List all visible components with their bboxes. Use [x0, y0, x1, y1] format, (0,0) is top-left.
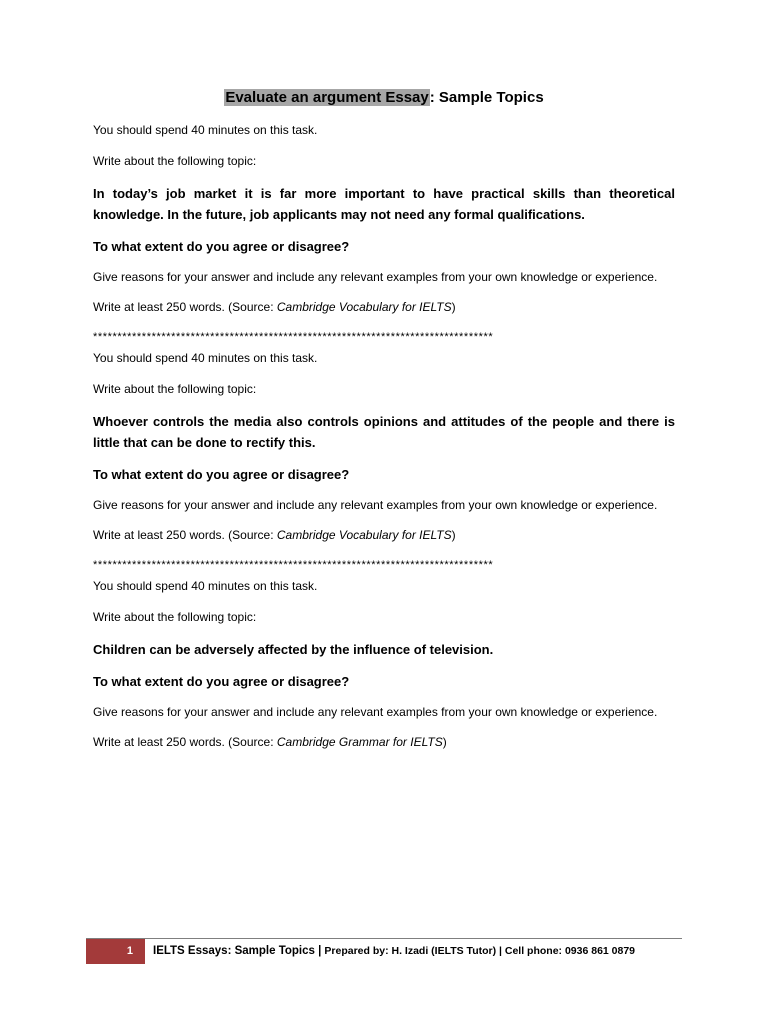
source-title: Cambridge Grammar for IELTS: [276, 735, 443, 749]
spend-time-instruction: You should spend 40 minutes on this task.: [93, 579, 318, 593]
give-reasons-instruction: Give reasons for your answer and include any relevant examples from your own knowledge or experience.: [93, 705, 658, 719]
essay-question: To what extent do you agree or disagree?: [93, 467, 350, 482]
topic-section-3: [93, 577, 675, 752]
footer-text: [153, 939, 635, 964]
spend-time-instruction: You should spend 40 minutes on this task.: [93, 123, 318, 137]
page-footer: [86, 938, 682, 964]
word-count-text: Write at least 250 words. (: [93, 735, 233, 749]
write-about-instruction: Write about the following topic:: [93, 382, 257, 396]
footer-prepared-by: Prepared by: H. Izadi (IELTS Tutor) | Cell phone: 0936 861 0879: [324, 945, 636, 957]
give-reasons-instruction: Give reasons for your answer and include any relevant examples from your own knowledge or experience.: [93, 498, 658, 512]
give-reasons-instruction: Give reasons for your answer and include any relevant examples from your own knowledge or experience.: [93, 270, 658, 284]
source-close: ): [442, 735, 447, 749]
source-label: Source:: [232, 528, 274, 542]
word-count-source: [93, 733, 675, 752]
essay-prompt: Children can be adversely affected by the influence of television.: [93, 642, 494, 657]
source-title: Cambridge Vocabulary for IELTS: [276, 528, 452, 542]
word-count-source: [93, 298, 675, 317]
source-close: ): [451, 300, 456, 314]
essay-prompt: In today’s job market it is far more important to have practical skills than theoretical knowledge. In the future, job applicants may not need any formal qualifications.: [93, 186, 675, 222]
title-highlighted-text: Evaluate an argument Essay: [225, 89, 429, 106]
separator-line: **********************************************************************************: [93, 331, 494, 343]
title-rest-text: : Sample Topics: [429, 89, 544, 106]
essay-prompt: Whoever controls the media also controls opinions and attitudes of the people and there is little that can be done to rectify this.: [93, 414, 675, 450]
page-number: 1: [86, 939, 145, 964]
separator-line: **********************************************************************************: [93, 559, 494, 571]
footer-heading: IELTS Essays: Sample Topics |: [153, 945, 322, 957]
word-count-text: Write at least 250 words. (: [93, 528, 233, 542]
spend-time-instruction: You should spend 40 minutes on this task.: [93, 351, 318, 365]
source-title: Cambridge Vocabulary for IELTS: [276, 300, 452, 314]
write-about-instruction: Write about the following topic:: [93, 154, 257, 168]
essay-question: To what extent do you agree or disagree?: [93, 674, 350, 689]
topic-section-1: [93, 121, 675, 317]
topic-section-2: [93, 349, 675, 545]
word-count-text: Write at least 250 words. (: [93, 300, 233, 314]
body-content: [93, 121, 675, 752]
write-about-instruction: Write about the following topic:: [93, 610, 257, 624]
essay-question: To what extent do you agree or disagree?: [93, 239, 350, 254]
word-count-source: [93, 526, 675, 545]
source-label: Source:: [232, 735, 274, 749]
page-title: [0, 88, 768, 108]
source-label: Source:: [232, 300, 274, 314]
source-close: ): [451, 528, 456, 542]
